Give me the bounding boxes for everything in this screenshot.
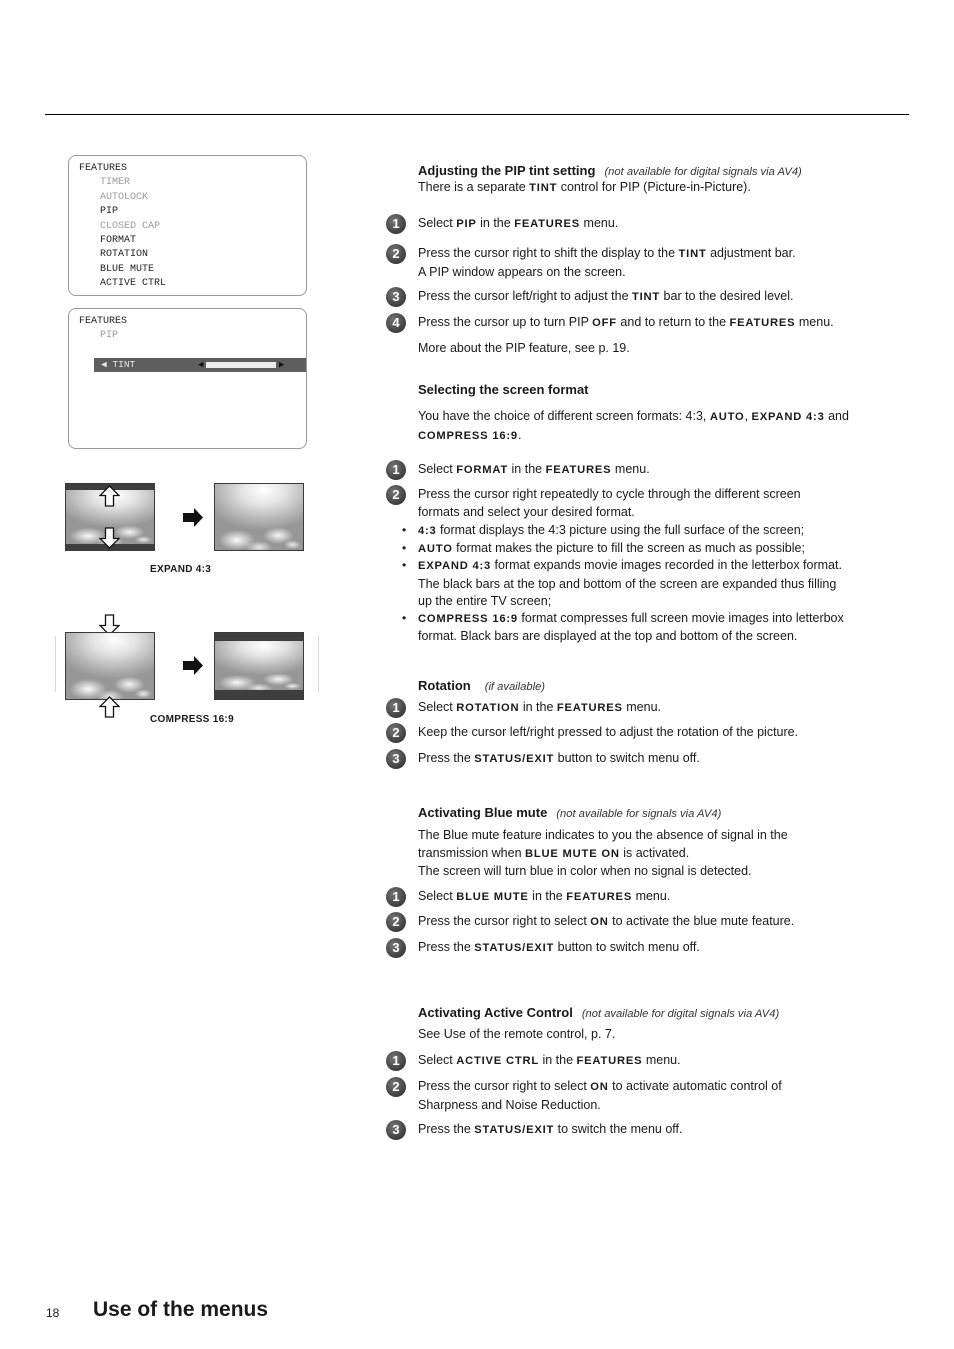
step-2 [392, 245, 796, 281]
text-run: menu. [632, 889, 671, 903]
arrow-up-outline-icon [99, 696, 120, 718]
text-run: Sharpness and Noise Reduction. [418, 1097, 601, 1112]
step-3 [392, 288, 794, 307]
text-run: in the [508, 462, 546, 476]
text-line [418, 314, 834, 333]
text-run: button to switch menu off. [554, 940, 700, 954]
step-number-icon: 1 [386, 1051, 406, 1071]
text-run: Select [418, 216, 457, 230]
text-line [418, 340, 630, 358]
text-line [418, 913, 794, 932]
heading-text: Activating Active Control [418, 1005, 573, 1020]
step-1 [392, 699, 661, 718]
text-line [418, 888, 670, 907]
text-run: More about the PIP feature, see p. 19. [418, 341, 630, 355]
tint-label [101, 358, 135, 372]
section-heading-blue-mute [418, 804, 721, 824]
text-run: Press the [418, 751, 475, 765]
menu-item-pip: PIP [100, 206, 119, 218]
text-run: to activate automatic control of [608, 1079, 782, 1093]
step-number-icon: 1 [386, 887, 406, 907]
step-number-icon: 3 [386, 1120, 406, 1140]
menu-term: EXPAND 4:3 [418, 560, 492, 572]
bullet-item [402, 540, 805, 559]
text-line [418, 827, 788, 845]
step-number-icon: 1 [386, 460, 406, 480]
step-text [418, 288, 793, 307]
page-title: Use of the menus [93, 1298, 269, 1321]
step-2 [392, 913, 795, 932]
step-text [418, 750, 700, 769]
text-line [418, 1097, 782, 1115]
menu-term: ROTATION [456, 702, 520, 714]
step-text [418, 699, 661, 718]
step-2 [392, 486, 801, 521]
text-run: Select [418, 1053, 457, 1067]
text-line [418, 288, 793, 307]
step-3 [392, 939, 700, 958]
step-1 [392, 1052, 681, 1071]
text-run: A PIP window appears on the screen. [418, 264, 626, 279]
menu-item-blue-mute: BLUE MUTE [100, 263, 155, 275]
text-run: format makes the picture to fill the screen as much as possible; [452, 540, 805, 555]
bullet-text [418, 557, 842, 611]
text-line [418, 486, 801, 504]
menu-item-rotation: ROTATION [100, 249, 149, 261]
menu-item-format: FORMAT [100, 235, 137, 246]
text-run: Press the cursor left/right to adjust the [418, 289, 632, 303]
arrow-up-outline-icon [99, 485, 120, 507]
text-run: in the [519, 700, 557, 714]
text-run: formats and select your desired format. [418, 504, 635, 519]
step-3 [392, 1121, 683, 1140]
menu-term: COMPRESS 16:9 [418, 612, 518, 625]
text-run: menu. [611, 462, 650, 476]
menu-term: COMPRESS 16:9 [418, 429, 518, 442]
menu-term: BLUE MUTE ON [525, 847, 620, 860]
section-heading-active-control [418, 1004, 779, 1024]
header-rule [45, 114, 909, 115]
text-run: format. Black bars are displayed at the top and bottom of the screen. [418, 629, 798, 643]
text-run: format displays the 4:3 picture using the full surface of the screen; [436, 523, 805, 537]
menu-term: STATUS/EXIT [474, 1124, 555, 1136]
text-run: is activated. [619, 845, 690, 860]
text-line [418, 215, 618, 234]
menu-term: FEATURES [514, 218, 581, 230]
step-text [418, 724, 798, 742]
bullet-item [402, 610, 844, 646]
step-1 [392, 461, 650, 480]
section-heading-rotation [418, 677, 545, 697]
step-2 [392, 1078, 782, 1114]
cross-reference [418, 340, 630, 358]
text-line [418, 245, 796, 264]
menu-term: EXPAND 4:3 [751, 411, 825, 423]
triangle-left-icon: ◀ [101, 359, 107, 370]
menu-term: TINT [529, 182, 558, 194]
intro-paragraph [418, 827, 788, 881]
step-number-icon: 2 [386, 485, 406, 505]
text-line [418, 540, 805, 559]
text-line [418, 628, 844, 646]
text-line [418, 264, 796, 282]
compress-after-image [214, 632, 304, 700]
slider-left-icon: ◀ [198, 360, 204, 370]
step-number-icon: 2 [386, 244, 406, 264]
bullet-item [402, 557, 842, 611]
text-run: Select [418, 462, 457, 476]
step-number-icon: 2 [386, 1077, 406, 1097]
text-run: Press the cursor right to shift the display to the [418, 246, 679, 260]
text-run: You have the choice of different screen formats: 4:3, [418, 409, 710, 423]
letterbox-picture [215, 641, 303, 690]
text-line [418, 1026, 615, 1044]
text-line [418, 610, 844, 629]
bullet-icon: • [402, 523, 407, 537]
heading-text: Selecting the screen format [418, 382, 589, 397]
text-run: format expands movie images recorded in the letterbox format. [491, 558, 842, 572]
intro-paragraph [418, 1026, 615, 1044]
text-run: in the [528, 889, 567, 903]
menu-term: STATUS/EXIT [474, 942, 555, 954]
text-line [418, 1121, 682, 1140]
bullet-text [418, 610, 844, 646]
availability-note: (not available for digital signals via AV4) [581, 1008, 780, 1020]
menu-item-autolock: AUTOLOCK [100, 191, 149, 203]
text-run: format compresses full screen movie images into letterbox [517, 610, 844, 625]
bullet-icon: • [402, 610, 407, 625]
text-line [418, 557, 842, 576]
step-number-icon: 3 [386, 938, 406, 958]
text-run: button to switch menu off. [554, 751, 700, 765]
menu-term: FEATURES [566, 891, 633, 903]
bullet-icon: • [402, 558, 407, 572]
expand-after-image [214, 483, 304, 551]
menu-title: FEATURES [79, 316, 128, 327]
menu-term: FORMAT [456, 464, 509, 476]
text-run: up the entire TV screen; [418, 594, 552, 608]
step-text [418, 461, 650, 480]
menu-term: ON [590, 1081, 609, 1093]
figure-bracket-left [55, 636, 56, 692]
text-line [418, 427, 849, 446]
step-1 [392, 215, 619, 234]
text-run: in the [538, 1053, 577, 1067]
step-1 [392, 888, 671, 907]
text-run: Select [418, 889, 457, 903]
bullet-item [402, 522, 805, 541]
text-run: menu. [622, 700, 661, 714]
text-run: menu. [795, 315, 834, 329]
text-run: Press the cursor right to select [418, 1079, 591, 1093]
section-heading-screen-format [418, 381, 589, 400]
text-run: Press the [418, 1122, 475, 1136]
menu-item-active-ctrl: ACTIVE CTRL [100, 278, 167, 290]
menu-item-closed-cap: CLOSED CAP [100, 220, 161, 232]
menu-title: FEATURES [79, 163, 128, 174]
menu-term: TINT [678, 248, 707, 260]
compress-before-image [65, 632, 155, 700]
step-text [418, 314, 834, 333]
intro-paragraph [418, 408, 849, 445]
step-text [418, 215, 618, 234]
heading-text: Adjusting the PIP tint setting [418, 163, 596, 178]
text-run: The Blue mute feature indicates to you the absence of signal in the [418, 828, 788, 842]
page-number: 18 [46, 1306, 60, 1320]
availability-note: (if available) [484, 681, 546, 693]
menu-term: ON [590, 916, 609, 928]
text-line [418, 1052, 681, 1071]
full-screen-picture [66, 633, 154, 699]
step-number-icon: 1 [386, 698, 406, 718]
text-line [418, 593, 842, 611]
text-run: There is a separate [418, 180, 530, 194]
step-text [418, 913, 794, 932]
bullet-text [418, 540, 805, 559]
text-line [418, 863, 788, 881]
intro-paragraph [418, 179, 751, 198]
heading-text: Activating Blue mute [418, 805, 548, 820]
step-text [418, 486, 801, 521]
text-run: adjustment bar. [706, 246, 796, 260]
step-2 [392, 724, 799, 742]
text-run: to switch the menu off. [554, 1122, 683, 1136]
step-text [418, 245, 796, 281]
step-text [418, 888, 670, 907]
step-number-icon: 4 [386, 313, 406, 333]
pip-tint-menu-osd [68, 308, 307, 449]
step-4 [392, 314, 834, 333]
text-run: control for PIP (Picture-in-Picture). [557, 180, 751, 194]
text-run: The screen will turn blue in color when no signal is detected. [418, 864, 752, 878]
menu-term: TINT [632, 291, 661, 303]
figure-bracket-right [318, 636, 319, 692]
text-run: and [824, 409, 849, 423]
text-run: See Use of the remote control, p. 7. [418, 1027, 616, 1041]
text-line [418, 939, 700, 958]
menu-term: OFF [592, 317, 617, 329]
step-number-icon: 3 [386, 749, 406, 769]
features-menu-osd [68, 155, 307, 296]
text-run: Press the cursor right to select [418, 914, 591, 928]
step-3 [392, 750, 700, 769]
text-run: bar to the desired level. [660, 289, 794, 303]
text-line [418, 461, 650, 480]
step-text [418, 1078, 782, 1114]
text-line [418, 408, 849, 427]
text-run: The black bars at the top and bottom of the screen are expanded thus filling [418, 576, 837, 591]
text-run: to activate the blue mute feature. [608, 914, 795, 928]
expand-caption: EXPAND 4:3 [150, 564, 212, 575]
slider-right-icon: ▶ [279, 360, 285, 370]
text-line [418, 1078, 782, 1097]
availability-note: (not available for signals via AV4) [556, 808, 722, 820]
availability-note: (not available for digital signals via AV4) [604, 166, 802, 178]
menu-term: AUTO [709, 411, 745, 423]
step-number-icon: 3 [386, 287, 406, 307]
menu-term: STATUS/EXIT [474, 753, 555, 765]
tint-setting-label: TINT [112, 359, 136, 370]
tint-slider-track [206, 362, 276, 368]
step-number-icon: 2 [386, 912, 406, 932]
text-run: Select [418, 700, 457, 714]
menu-term: FEATURES [576, 1055, 643, 1067]
text-run: menu. [580, 216, 619, 230]
text-line [418, 699, 661, 718]
tint-adjustment-bar [94, 358, 306, 372]
text-line [418, 522, 804, 541]
menu-term: ACTIVE CTRL [456, 1055, 539, 1067]
menu-term: AUTO [418, 542, 453, 555]
arrow-right-filled-icon [183, 656, 204, 675]
menu-term: 4:3 [418, 525, 437, 537]
menu-term: FEATURES [545, 464, 612, 476]
text-line [418, 504, 801, 522]
bullet-icon: • [402, 540, 407, 555]
menu-item-timer: TIMER [100, 177, 131, 189]
text-run: Press the [418, 940, 475, 954]
text-line [418, 845, 788, 864]
text-run: . [517, 427, 522, 442]
menu-term: FEATURES [729, 317, 796, 329]
text-run: , [744, 409, 752, 423]
step-text [418, 1121, 682, 1140]
arrow-right-filled-icon [183, 508, 204, 527]
text-run: menu. [642, 1053, 681, 1067]
menu-term: BLUE MUTE [456, 891, 529, 903]
menu-term: PIP [456, 218, 477, 230]
text-line [418, 724, 798, 742]
step-text [418, 1052, 681, 1071]
text-run: Press the cursor right repeatedly to cycle through the different screen [418, 487, 801, 501]
arrow-down-outline-icon [99, 527, 120, 549]
bullet-text [418, 522, 804, 541]
step-number-icon: 1 [386, 214, 406, 234]
menu-term: FEATURES [556, 702, 623, 714]
step-number-icon: 2 [386, 723, 406, 743]
step-text [418, 939, 700, 958]
text-line [418, 179, 751, 198]
heading-text: Rotation [418, 678, 471, 693]
text-line [418, 750, 700, 769]
text-run: transmission when [418, 845, 525, 860]
menu-item-pip: PIP [100, 330, 119, 342]
text-run: Keep the cursor left/right pressed to adjust the rotation of the picture. [418, 725, 799, 739]
text-run: in the [476, 216, 515, 230]
full-screen-picture [215, 484, 303, 550]
text-run: Press the cursor up to turn PIP [418, 315, 593, 329]
text-line [418, 576, 842, 594]
text-run: and to return to the [616, 315, 730, 329]
compress-caption: COMPRESS 16:9 [150, 714, 234, 725]
